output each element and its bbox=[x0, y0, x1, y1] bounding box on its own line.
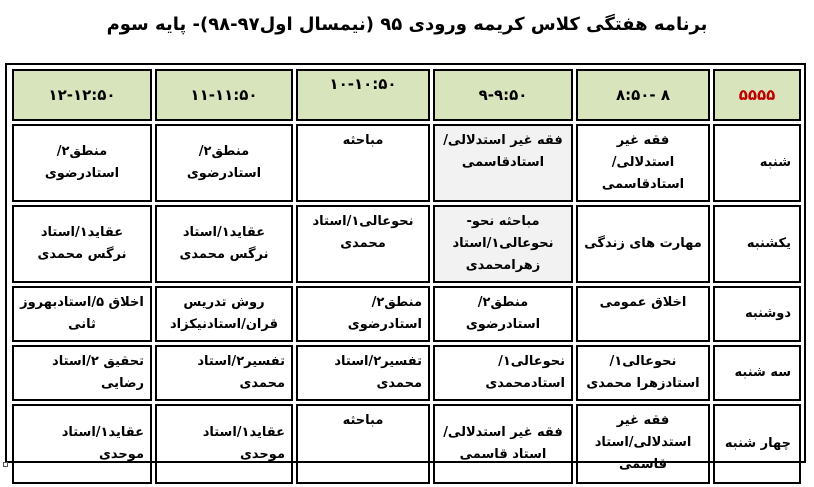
day-cell: یکشنبه bbox=[713, 205, 801, 283]
header-time-1: ۸ -۸:۵۰ bbox=[576, 69, 710, 121]
class-cell: روش تدریس قران/استادنیکزاد bbox=[155, 286, 293, 342]
class-cell: مباحثه نحو- نحوعالی۱/استاد زهرامحمدی bbox=[433, 205, 573, 283]
header-corner-cell: ۵۵۵۵ bbox=[713, 69, 801, 121]
class-cell: تفسیر۲/استاد محمدی bbox=[155, 345, 293, 401]
class-cell: مهارت های زندگی bbox=[576, 205, 710, 283]
class-cell: نحوعالی۱/استادمحمدی bbox=[433, 345, 573, 401]
resize-handle[interactable] bbox=[3, 462, 8, 467]
class-cell: عقاید۱/استاد موحدی bbox=[155, 404, 293, 484]
class-cell: مباحثه bbox=[296, 404, 430, 484]
table-row bbox=[12, 404, 801, 484]
day-cell: سه شنبه bbox=[713, 345, 801, 401]
table-row bbox=[12, 286, 801, 342]
class-cell: اخلاق عمومی bbox=[576, 286, 710, 342]
header-time-3: ۱۰-۱۰:۵۰ bbox=[296, 69, 430, 121]
day-cell: چهار شنبه bbox=[713, 404, 801, 484]
class-cell: منطق۲/استادرضوی bbox=[12, 124, 152, 202]
class-cell: عقاید۱/استاد موحدی bbox=[12, 404, 152, 484]
day-cell: دوشنبه bbox=[713, 286, 801, 342]
header-time-4: ۱۱-۱۱:۵۰ bbox=[155, 69, 293, 121]
class-cell: فقه غیر استدلالی/استاد قاسمی bbox=[576, 404, 710, 484]
class-cell: تحقیق ۲/استاد رضایی bbox=[12, 345, 152, 401]
class-cell: منطق۲/استادرضوی bbox=[296, 286, 430, 342]
class-cell: فقه غیر استدلالی/استاد قاسمی bbox=[433, 404, 573, 484]
header-row bbox=[12, 69, 801, 121]
class-cell: فقه غیر استدلالی/استادقاسمی bbox=[576, 124, 710, 202]
class-cell: اخلاق ۵/استادبهروز ثانی bbox=[12, 286, 152, 342]
class-cell: منطق۲/استادرضوی bbox=[155, 124, 293, 202]
class-cell: مباحثه bbox=[296, 124, 430, 202]
header-time-2: ۹-۹:۵۰ bbox=[433, 69, 573, 121]
class-cell: تفسیر۲/استاد محمدی bbox=[296, 345, 430, 401]
class-cell: منطق۲/استادرضوی bbox=[433, 286, 573, 342]
class-cell: عقاید۱/استاد نرگس محمدی bbox=[155, 205, 293, 283]
class-cell: فقه غیر استدلالی/استادقاسمی bbox=[433, 124, 573, 202]
class-cell: عقاید۱/استاد نرگس محمدی bbox=[12, 205, 152, 283]
day-cell: شنبه bbox=[713, 124, 801, 202]
page-title: برنامه هفتگی کلاس کریمه ورودی ۹۵ (نیمسال اول۹۷-۹۸)- پایه سوم bbox=[106, 14, 708, 35]
table-row bbox=[12, 345, 801, 401]
class-cell: نحوعالی۱/استاد محمدی bbox=[296, 205, 430, 283]
schedule-table bbox=[9, 66, 804, 487]
header-time-5: ۱۲-۱۲:۵۰ bbox=[12, 69, 152, 121]
table-row bbox=[12, 205, 801, 283]
table-row bbox=[12, 124, 801, 202]
class-cell: نحوعالی۱/استادزهرا محمدی bbox=[576, 345, 710, 401]
